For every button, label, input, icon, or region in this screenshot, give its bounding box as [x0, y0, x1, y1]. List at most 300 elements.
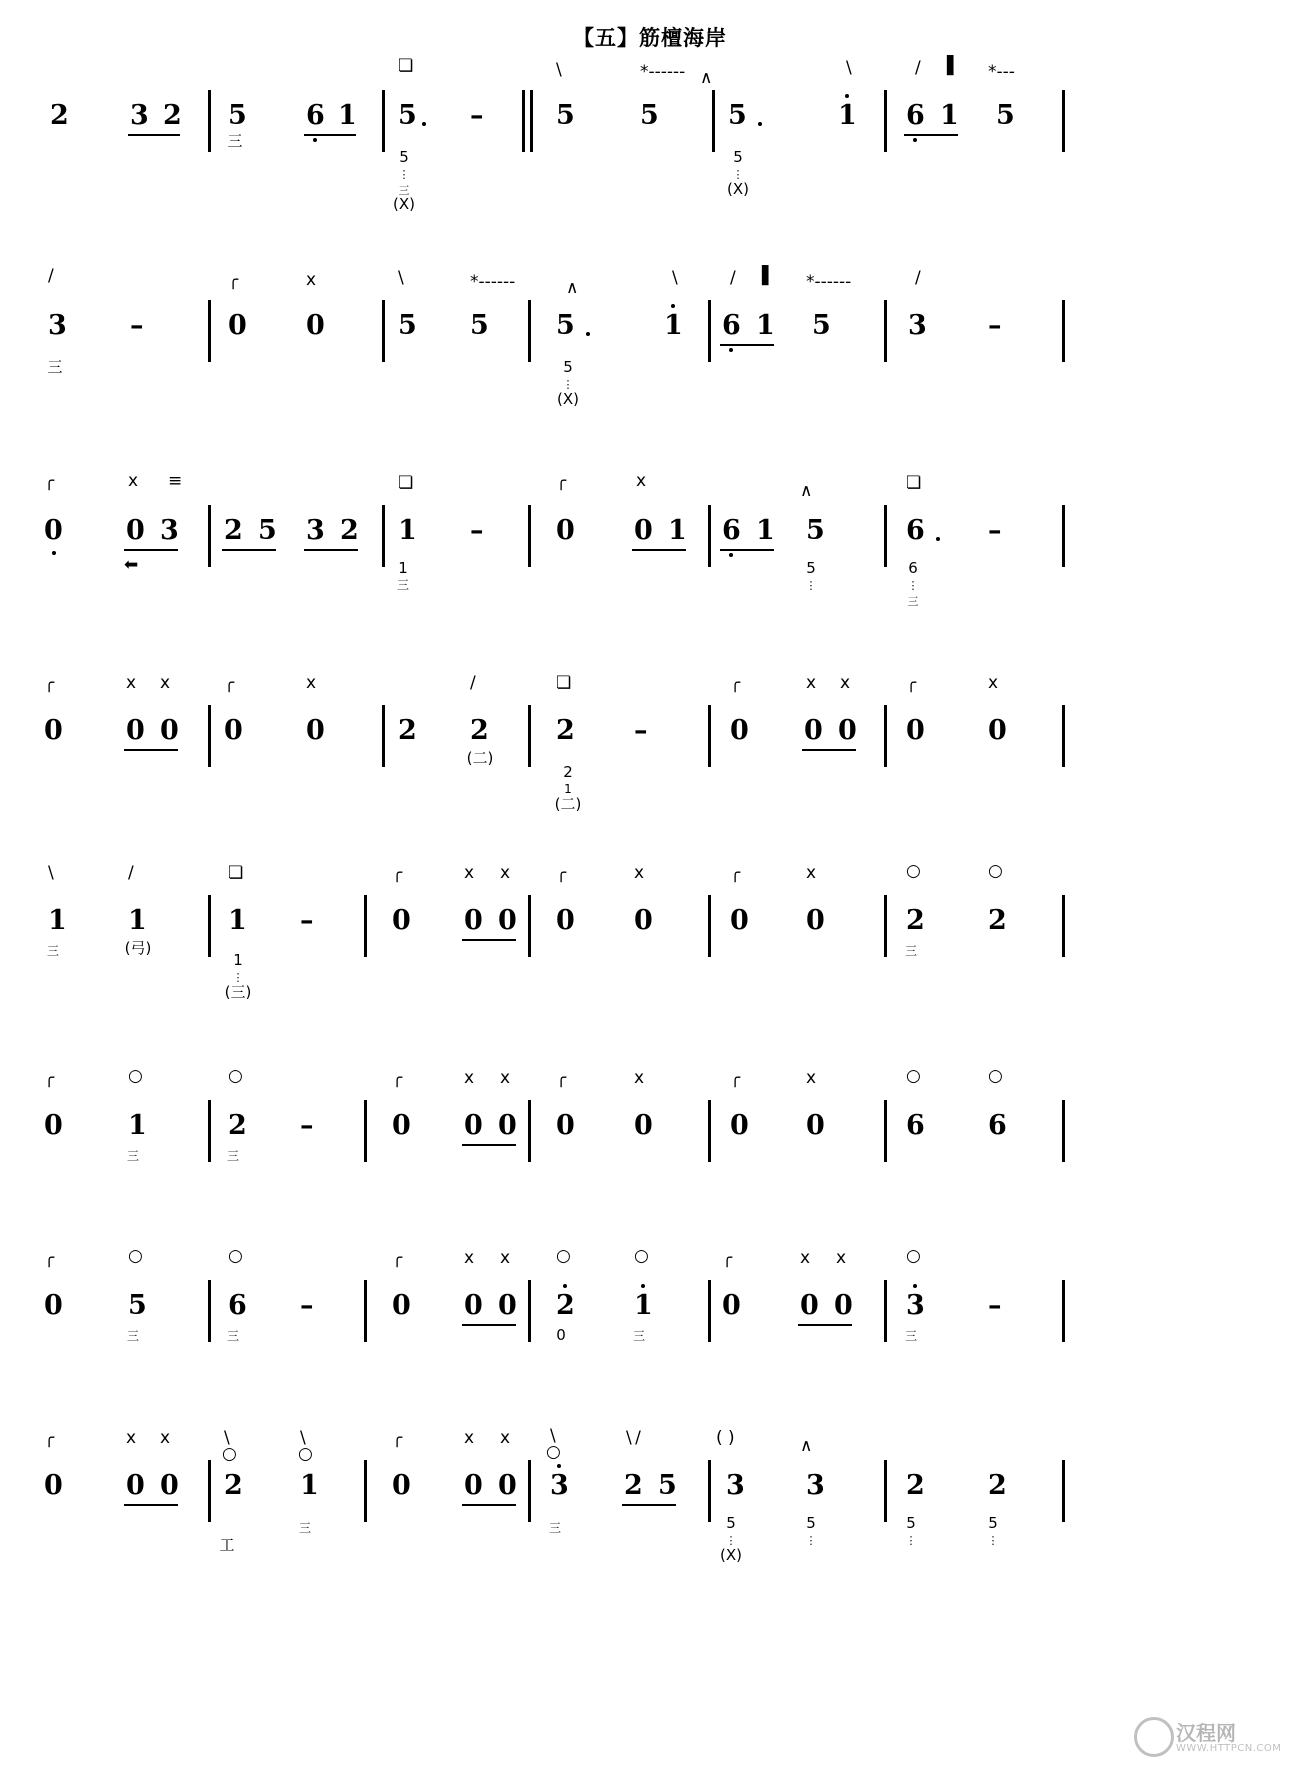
- double-barline: [522, 90, 525, 152]
- note: 0: [392, 905, 411, 936]
- note: 2: [340, 515, 359, 546]
- note: 0: [838, 715, 857, 746]
- ornament-mark: x: [634, 863, 645, 883]
- sub-notation: 0: [556, 1326, 566, 1344]
- ornament-mark: ╭: [730, 1068, 741, 1088]
- note: 5: [258, 515, 277, 546]
- note: 0: [464, 1470, 483, 1501]
- barline: [528, 300, 531, 362]
- barline: [884, 705, 887, 767]
- ornament-mark: ❏: [398, 473, 414, 493]
- beam: [622, 1504, 676, 1506]
- barline: [364, 1280, 367, 1342]
- barline: [364, 895, 367, 957]
- ornament-mark: x: [500, 863, 511, 883]
- barline: [884, 1100, 887, 1162]
- system-3: [0, 465, 1300, 630]
- ornament-mark: \: [398, 268, 404, 288]
- beam: [462, 1144, 516, 1146]
- barline: [208, 1460, 211, 1522]
- note: 0: [834, 1290, 853, 1321]
- barline: [708, 1280, 711, 1342]
- barline: [1062, 300, 1065, 362]
- ornament-mark: ( ): [716, 1428, 735, 1448]
- fingering-below: 三: [632, 1329, 645, 1343]
- beam: [720, 549, 774, 551]
- ornament-mark: ○: [906, 1246, 921, 1266]
- note: 6: [906, 1110, 925, 1141]
- note: 0: [556, 905, 575, 936]
- note: 0: [806, 905, 825, 936]
- sub-notation: 1 ⋮ (三): [224, 951, 252, 1001]
- note: 2: [163, 100, 182, 131]
- note: 0: [722, 1290, 741, 1321]
- note: 2: [224, 1470, 243, 1501]
- note: 1: [634, 1290, 653, 1321]
- note: 0: [498, 1290, 517, 1321]
- ornament-mark: x: [806, 1068, 817, 1088]
- ornament-mark: /: [915, 58, 921, 78]
- note: 3: [130, 100, 149, 131]
- note: 3: [48, 310, 67, 341]
- octave-dot-low: [729, 553, 733, 557]
- beam: [462, 1324, 516, 1326]
- barline: [1062, 895, 1065, 957]
- note: 5: [728, 100, 747, 131]
- fingering-below: 工: [219, 1536, 235, 1554]
- ornament-mark: x: [464, 1428, 475, 1448]
- ornament-mark: ○: [906, 1066, 921, 1086]
- ornament-mark: ╭: [392, 1428, 403, 1448]
- ornament-mark: ╭: [730, 673, 741, 693]
- note: 6: [306, 100, 325, 131]
- note: 1: [128, 905, 147, 936]
- ornament-mark: ╭: [722, 1248, 733, 1268]
- note: 1: [128, 1110, 147, 1141]
- note: 5: [398, 310, 417, 341]
- note: 0: [730, 715, 749, 746]
- barline: [364, 1100, 367, 1162]
- duration-dot: [422, 122, 426, 126]
- ornament-mark: x: [464, 863, 475, 883]
- ornament-mark: ╭: [392, 1068, 403, 1088]
- sub-notation: 5 ⋮: [805, 1514, 817, 1547]
- ornament-mark: ∧: [566, 278, 579, 298]
- ornament-mark: ╭: [44, 1428, 55, 1448]
- note: 0: [634, 515, 653, 546]
- note: 3: [550, 1470, 569, 1501]
- note: 3: [160, 515, 179, 546]
- rest-dash: –: [470, 515, 484, 546]
- octave-dot-high: [563, 1284, 567, 1288]
- beam: [720, 344, 774, 346]
- barline: [884, 1280, 887, 1342]
- ornament-mark: *------: [640, 62, 686, 82]
- note: 1: [228, 905, 247, 936]
- system-7: [0, 1240, 1300, 1400]
- ornament-mark: x: [160, 673, 171, 693]
- note: 0: [44, 1470, 63, 1501]
- barline: [528, 705, 531, 767]
- note: 2: [988, 1470, 1007, 1501]
- note: 0: [224, 715, 243, 746]
- ornament-mark: ○: [298, 1444, 313, 1464]
- ornament-mark: \: [300, 1428, 306, 1448]
- ornament-mark: ╭: [556, 863, 567, 883]
- ornament-mark: ≡: [168, 471, 183, 491]
- ornament-mark: ❏: [228, 863, 244, 883]
- note: 1: [756, 310, 775, 341]
- barline: [708, 505, 711, 567]
- barline: [712, 90, 715, 152]
- barline: [1062, 90, 1065, 152]
- ornament-mark: ❏: [398, 56, 414, 76]
- ornament-mark: ╭: [392, 863, 403, 883]
- beam: [128, 134, 180, 136]
- ornament-mark: ╭: [906, 673, 917, 693]
- note: 3: [908, 310, 927, 341]
- duration-dot: [586, 332, 590, 336]
- ornament-mark: ∧: [800, 1436, 813, 1456]
- double-barline: [530, 90, 533, 152]
- note: 3: [306, 515, 325, 546]
- barline: [528, 1460, 531, 1522]
- sub-notation: 5 ⋮: [805, 559, 817, 592]
- ornament-mark: *------: [470, 272, 516, 292]
- note: 3: [906, 1290, 925, 1321]
- watermark: [1132, 1711, 1292, 1769]
- note: 6: [988, 1110, 1007, 1141]
- barline: [884, 505, 887, 567]
- ornament-mark: /: [470, 673, 476, 693]
- watermark-name: 汉程网: [1176, 1721, 1236, 1745]
- note: 1: [838, 100, 857, 131]
- note: 0: [464, 1290, 483, 1321]
- barline: [528, 505, 531, 567]
- octave-dot-high: [557, 1464, 561, 1468]
- note: 2: [398, 715, 417, 746]
- ornament-mark: ❏: [556, 673, 572, 693]
- note: 0: [44, 515, 63, 546]
- note: 1: [48, 905, 67, 936]
- note: 6: [722, 310, 741, 341]
- ornament-mark: \: [846, 58, 852, 78]
- ornament-mark: ○: [906, 861, 921, 881]
- octave-dot-high: [671, 304, 675, 308]
- ornament-mark: ▌: [762, 266, 776, 286]
- note: 1: [668, 515, 687, 546]
- rest-dash: –: [634, 715, 648, 746]
- note: 0: [800, 1290, 819, 1321]
- note: 5: [812, 310, 831, 341]
- barline: [708, 895, 711, 957]
- system-8: [0, 1420, 1300, 1620]
- barline: [382, 705, 385, 767]
- sub-notation: 5 ⋮ (X): [720, 1514, 742, 1564]
- ornament-mark: ▌: [947, 56, 961, 76]
- sub-notation: 5 ⋮ (X): [557, 358, 579, 408]
- ornament-mark: x: [500, 1248, 511, 1268]
- system-2: [0, 260, 1300, 425]
- ornament-mark: ⬅: [124, 555, 139, 575]
- ornament-mark: x: [464, 1248, 475, 1268]
- note: 5: [398, 100, 417, 131]
- rest-dash: –: [300, 905, 314, 936]
- ornament-mark: x: [306, 673, 317, 693]
- barline: [364, 1460, 367, 1522]
- barline: [708, 1100, 711, 1162]
- ornament-mark: ╭: [44, 471, 55, 491]
- ornament-mark: x: [836, 1248, 847, 1268]
- ornament-mark: ○: [634, 1246, 649, 1266]
- rest-dash: –: [300, 1290, 314, 1321]
- note: 0: [634, 1110, 653, 1141]
- barline: [208, 505, 211, 567]
- ornament-mark: x: [126, 673, 137, 693]
- octave-dot-high: [913, 1284, 917, 1288]
- ornament-mark: ○: [222, 1444, 237, 1464]
- octave-dot-high: [641, 1284, 645, 1288]
- note: 0: [126, 515, 145, 546]
- note: 5: [658, 1470, 677, 1501]
- beam: [802, 749, 856, 751]
- ornament-mark: \ /: [626, 1428, 641, 1448]
- fingering-below: 三: [47, 358, 63, 376]
- ornament-mark: ○: [228, 1246, 243, 1266]
- barline: [208, 895, 211, 957]
- note: 2: [470, 715, 489, 746]
- note: 0: [160, 1470, 179, 1501]
- note: 5: [228, 100, 247, 131]
- ornament-mark: ○: [128, 1246, 143, 1266]
- rest-dash: –: [300, 1110, 314, 1141]
- beam: [462, 1504, 516, 1506]
- ornament-mark: *------: [806, 272, 852, 292]
- ornament-mark: ❏: [906, 473, 922, 493]
- fingering-below: 三: [126, 1149, 139, 1163]
- note: 0: [392, 1470, 411, 1501]
- note: 0: [126, 1470, 145, 1501]
- ornament-mark: x: [988, 673, 999, 693]
- note: 0: [126, 715, 145, 746]
- note: 0: [988, 715, 1007, 746]
- note: 2: [624, 1470, 643, 1501]
- ornament-mark: \: [224, 1428, 230, 1448]
- ornament-mark: ╭: [224, 673, 235, 693]
- note: 0: [498, 1470, 517, 1501]
- fingering-below: 三: [298, 1521, 311, 1535]
- ornament-mark: x: [806, 673, 817, 693]
- watermark-url: WWW.HTTPCN.COM: [1176, 1743, 1282, 1754]
- beam: [124, 549, 178, 551]
- fingering-below: 三: [227, 132, 243, 150]
- note: 0: [464, 1110, 483, 1141]
- barline: [1062, 705, 1065, 767]
- ornament-mark: x: [500, 1428, 511, 1448]
- note: 6: [722, 515, 741, 546]
- fingering-below: 三: [226, 1329, 239, 1343]
- ornament-mark: /: [48, 266, 54, 286]
- barline: [884, 300, 887, 362]
- note: 3: [726, 1470, 745, 1501]
- ornament-mark: x: [464, 1068, 475, 1088]
- note: 0: [392, 1290, 411, 1321]
- barline: [884, 1460, 887, 1522]
- sub-notation: 5 ⋮ 三 (X): [393, 148, 415, 214]
- fingering-below: 三: [548, 1521, 561, 1535]
- note: 0: [556, 1110, 575, 1141]
- barline: [1062, 1460, 1065, 1522]
- ornament-mark: ╭: [556, 471, 567, 491]
- barline: [528, 1280, 531, 1342]
- note: 0: [498, 905, 517, 936]
- ornament-mark: ∧: [800, 481, 813, 501]
- ornament-mark: ○: [988, 1066, 1003, 1086]
- note: 0: [806, 1110, 825, 1141]
- note: 1: [398, 515, 417, 546]
- note: 6: [906, 515, 925, 546]
- ornament-mark: x: [128, 471, 139, 491]
- sub-notation: 2 1 (二): [554, 763, 582, 813]
- beam: [304, 549, 358, 551]
- ornament-mark: \: [556, 60, 562, 80]
- ornament-mark: ╭: [392, 1248, 403, 1268]
- beam: [632, 549, 686, 551]
- fingering-below: 三: [126, 1329, 139, 1343]
- rest-dash: –: [470, 100, 484, 131]
- fingering-below: 三: [226, 1149, 239, 1163]
- ornament-mark: ○: [546, 1442, 561, 1462]
- ornament-mark: x: [806, 863, 817, 883]
- note: 0: [228, 310, 247, 341]
- octave-dot-low: [729, 348, 733, 352]
- fingering-below: 三: [904, 1329, 917, 1343]
- ornament-mark: /: [128, 863, 134, 883]
- barline: [708, 300, 711, 362]
- barline: [528, 1100, 531, 1162]
- ornament-mark: ╭: [556, 1068, 567, 1088]
- barline: [208, 705, 211, 767]
- ornament-mark: ╭: [44, 1248, 55, 1268]
- ornament-mark: x: [840, 673, 851, 693]
- octave-dot-low: [913, 138, 917, 142]
- duration-dot: [758, 122, 762, 126]
- note: 0: [906, 715, 925, 746]
- note: 0: [392, 1110, 411, 1141]
- note: 5: [996, 100, 1015, 131]
- note: 5: [640, 100, 659, 131]
- ornament-mark: x: [126, 1428, 137, 1448]
- system-6: [0, 1060, 1300, 1220]
- note: 2: [906, 905, 925, 936]
- rest-dash: –: [988, 515, 1002, 546]
- note: 5: [806, 515, 825, 546]
- ornament-mark: *---: [988, 62, 1015, 82]
- barline: [1062, 505, 1065, 567]
- barline: [208, 1280, 211, 1342]
- note: 2: [224, 515, 243, 546]
- note: 1: [756, 515, 775, 546]
- ornament-mark: x: [306, 270, 317, 290]
- ornament-mark: x: [160, 1428, 171, 1448]
- ornament-mark: ○: [988, 861, 1003, 881]
- ornament-mark: x: [800, 1248, 811, 1268]
- beam: [798, 1324, 852, 1326]
- note: 2: [988, 905, 1007, 936]
- note: 0: [306, 715, 325, 746]
- watermark-logo-icon: [1134, 1717, 1174, 1757]
- barline: [708, 705, 711, 767]
- note: 6: [228, 1290, 247, 1321]
- note: 2: [906, 1470, 925, 1501]
- note: 2: [556, 1290, 575, 1321]
- note: 1: [664, 310, 683, 341]
- barline: [382, 300, 385, 362]
- note: 5: [470, 310, 489, 341]
- barline: [208, 1100, 211, 1162]
- barline: [528, 895, 531, 957]
- ornament-mark: ╭: [228, 270, 239, 290]
- ornament-mark: x: [636, 471, 647, 491]
- barline: [1062, 1100, 1065, 1162]
- sub-notation: 5 ⋮ (X): [727, 148, 749, 198]
- beam: [124, 749, 178, 751]
- barline: [884, 895, 887, 957]
- note: 1: [940, 100, 959, 131]
- note: 0: [306, 310, 325, 341]
- note: 3: [806, 1470, 825, 1501]
- ornament-mark: /: [730, 268, 736, 288]
- barline: [884, 90, 887, 152]
- sub-notation: 5 ⋮: [987, 1514, 999, 1547]
- ornament-mark: ∧: [700, 68, 713, 88]
- rest-dash: –: [130, 310, 144, 341]
- ornament-mark: ○: [128, 1066, 143, 1086]
- note: 6: [906, 100, 925, 131]
- note: 1: [338, 100, 357, 131]
- barline: [382, 90, 385, 152]
- barline: [382, 505, 385, 567]
- note: 2: [50, 100, 69, 131]
- ornament-mark: ╭: [730, 863, 741, 883]
- ornament-mark: ○: [556, 1246, 571, 1266]
- duration-dot: [936, 537, 940, 541]
- note: 0: [556, 515, 575, 546]
- octave-dot-high: [845, 94, 849, 98]
- note: 0: [730, 905, 749, 936]
- staccato-dot: [52, 551, 56, 555]
- system-4: [0, 665, 1300, 830]
- note: 0: [44, 1290, 63, 1321]
- note: 0: [498, 1110, 517, 1141]
- barline: [208, 90, 211, 152]
- sub-notation: 6 ⋮ 三: [907, 559, 919, 608]
- beam: [124, 1504, 178, 1506]
- note: 1: [300, 1470, 319, 1501]
- note: 2: [228, 1110, 247, 1141]
- note: 0: [160, 715, 179, 746]
- note: 0: [730, 1110, 749, 1141]
- sub-notation: 5 ⋮: [905, 1514, 917, 1547]
- beam: [462, 939, 516, 941]
- fingering-below: 三: [46, 944, 59, 958]
- barline: [1062, 1280, 1065, 1342]
- note: 0: [464, 905, 483, 936]
- sub-notation: 1 三: [396, 559, 409, 592]
- fingering-below: 三: [904, 944, 917, 958]
- system-5: [0, 855, 1300, 1030]
- ornament-mark: x: [500, 1068, 511, 1088]
